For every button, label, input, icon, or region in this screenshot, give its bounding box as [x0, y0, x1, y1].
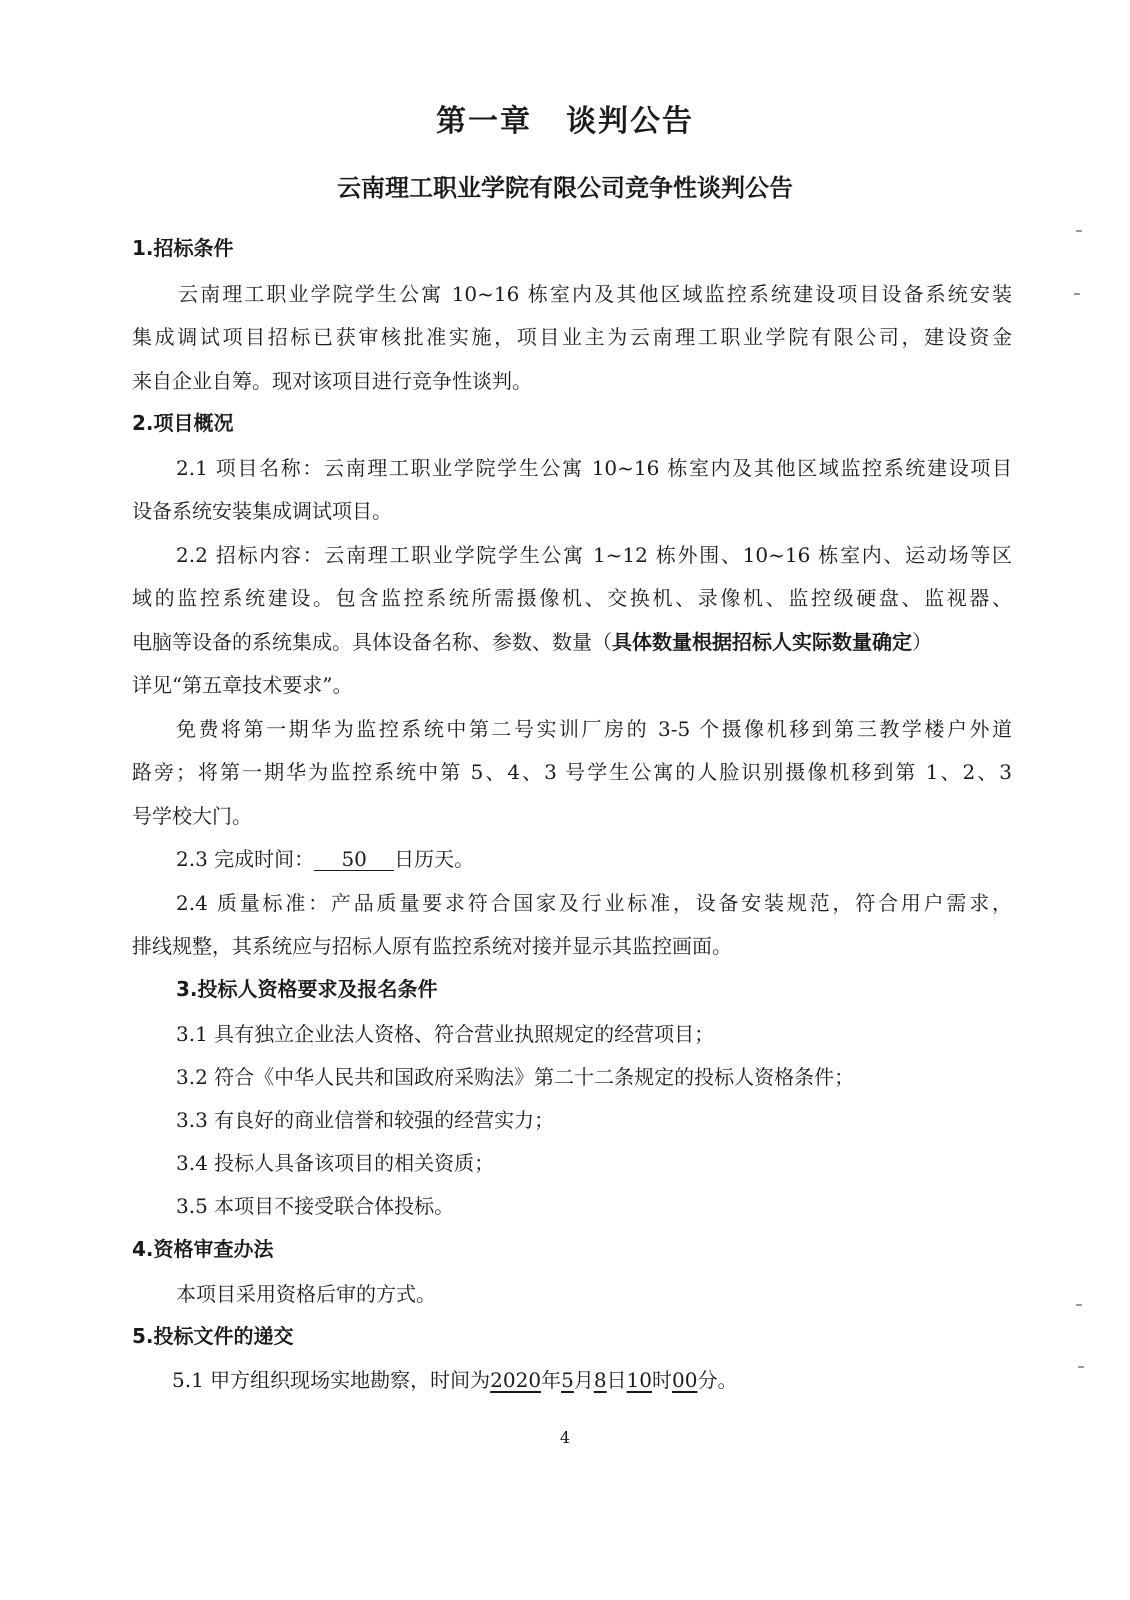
section-1-heading: 1.招标条件	[132, 236, 234, 260]
survey-month: 5	[561, 1368, 574, 1392]
scan-mark	[1078, 1366, 1084, 1368]
section-4-heading: 4.资格审查办法	[132, 1237, 274, 1261]
section-4-text: 本项目采用资格后审的方式。	[176, 1282, 436, 1306]
survey-year: 2020	[490, 1368, 542, 1392]
item-2-2-line-3	[132, 628, 1012, 656]
free-move-line-1: 免费将第一期华为监控系统中第二号实训厂房的 3-5 个摄像机移到第三教学楼户外道	[176, 717, 1012, 741]
item-2-1-line-2: 设备系统安装集成调试项目。	[132, 499, 392, 523]
year-unit: 年	[541, 1368, 562, 1392]
item-3-1: 3.1 具有独立企业法人资格、符合营业执照规定的经营项目；	[176, 1022, 715, 1046]
item-2-2-line-2: 域的监控系统建设。包含监控系统所需摄像机、交换机、录像机、监控级硬盘、监视器、	[132, 586, 1012, 610]
item-2-4-line-1: 2.4 质量标准：产品质量要求符合国家及行业标准，设备安装规范，符合用户需求，	[176, 891, 1012, 915]
chapter-name: 谈判公告	[566, 104, 694, 139]
item-2-2-line-4: 详见“第五章技术要求”。	[132, 673, 353, 697]
section-1-line-2: 集成调试项目招标已获审核批准实施，项目业主为云南理工职业学院有限公司，建设资金	[132, 325, 1012, 349]
item-2-4-line-2: 排线规整，其系统应与招标人原有监控系统对接并显示其监控画面。	[132, 934, 732, 958]
item-2-3-line	[176, 845, 1056, 873]
section-5-heading: 5.投标文件的递交	[132, 1324, 294, 1348]
hour-unit: 时	[652, 1368, 672, 1392]
section-3-heading: 3.投标人资格要求及报名条件	[176, 977, 438, 1001]
scan-mark	[1076, 1304, 1082, 1306]
section-1-line-3: 来自企业自筹。现对该项目进行竞争性谈判。	[132, 369, 532, 393]
section-1-line-1: 云南理工职业学院学生公寓 10~16 栋室内及其他区域监控系统建设项目设备系统安装	[178, 282, 1012, 306]
item-2-3-label: 2.3 完成时间：	[176, 847, 315, 871]
month-unit: 月	[573, 1368, 594, 1392]
item-3-5: 3.5 本项目不接受联合体投标。	[176, 1194, 455, 1218]
item-2-2-text-b: ）	[912, 630, 932, 654]
minute-unit: 分。	[697, 1368, 738, 1392]
page-number: 4	[559, 1428, 571, 1447]
item-2-2-bold-note: 具体数量根据招标人实际数量确定	[612, 630, 912, 654]
chapter-title	[0, 96, 1130, 140]
completion-days-value: 50	[314, 848, 394, 871]
item-5-1-line	[172, 1366, 1052, 1394]
item-2-3-suffix: 日历天。	[394, 847, 475, 871]
free-move-line-3: 号学校大门。	[132, 804, 252, 828]
day-unit: 日	[606, 1368, 627, 1392]
free-move-line-2: 路旁；将第一期华为监控系统中第 5、4、3 号学生公寓的人脸识别摄像机移到第 1、2、3	[132, 760, 1012, 784]
item-3-2: 3.2 符合《中华人民共和国政府采购法》第二十二条规定的投标人资格条件；	[176, 1065, 855, 1089]
section-2-heading: 2.项目概况	[132, 411, 234, 435]
item-2-2-text-a: 电脑等设备的系统集成。具体设备名称、参数、数量（	[132, 630, 612, 654]
item-3-3: 3.3 有良好的商业信誉和较强的经营实力；	[176, 1108, 555, 1132]
item-3-4: 3.4 投标人具备该项目的相关资质；	[176, 1151, 495, 1175]
document-title: 云南理工职业学院有限公司竞争性谈判公告	[337, 174, 793, 202]
item-2-2-line-1: 2.2 招标内容：云南理工职业学院学生公寓 1~12 栋外围、10~16 栋室内、运动场等区	[176, 543, 1012, 567]
scan-mark	[1076, 230, 1082, 232]
chapter-label: 第一章	[436, 104, 532, 139]
item-2-1-line-1: 2.1 项目名称：云南理工职业学院学生公寓 10~16 栋室内及其他区域监控系统建设项目	[176, 456, 1012, 480]
survey-minute: 00	[672, 1368, 698, 1392]
scan-mark	[1074, 293, 1080, 295]
survey-day: 8	[593, 1368, 607, 1392]
item-5-1-text: 5.1 甲方组织现场实地勘察，时间为	[172, 1368, 491, 1392]
survey-hour: 10	[626, 1368, 652, 1392]
